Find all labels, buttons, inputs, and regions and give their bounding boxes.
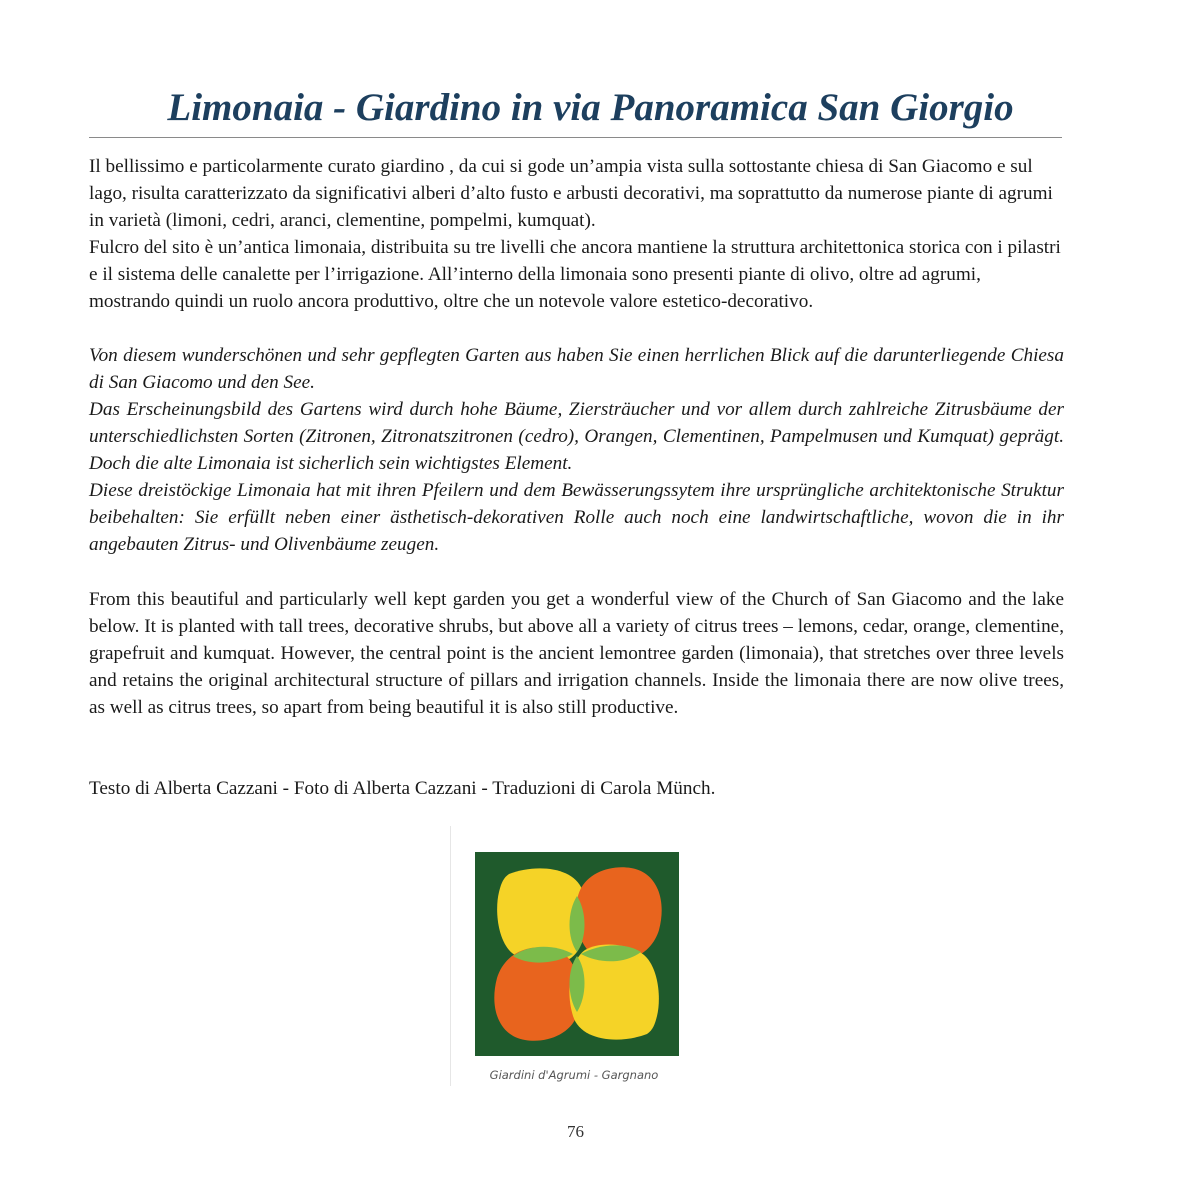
- german-paragraph-3: Diese dreistöckige Limonaia hat mit ihren Pfeilern und dem Bewässerungssytem ihre ursprüngliche architektonische Struktur beibehalten: Sie erfüllt neben einer ästhetisch-dekorativen Rolle auch noch eine landwirtschaftliche, wovon die in ihr angebauten Zitrus- und Olivenbäume zeugen.: [89, 480, 1064, 555]
- english-paragraph: From this beautiful and particularly well kept garden you get a wonderful view of the Church of San Giacomo and the lake below. It is planted with tall trees, decorative shrubs, but above all a variety of citrus trees – lemons, cedar, orange, clementine, grapefruit and kumquat. However, the central point is the ancient lemontree garden (limonaia), that stretches over three levels and retains the original architectural structure of pillars and irrigation channels. Inside the limonaia there are now olive trees, as well as citrus trees, so apart from being beautiful it is also still productive.: [89, 589, 1064, 718]
- page-title: Limonaia - Giardino in via Panoramica San Giorgio: [167, 86, 1014, 129]
- giardini-agrumi-logo: [451, 826, 697, 1086]
- logo-caption: Giardini d'Agrumi - Gargnano: [489, 1068, 659, 1082]
- credits-line: [89, 775, 1064, 802]
- citrus-logo-image: [475, 852, 679, 1056]
- italian-paragraph-1: Il bellissimo e particolarmente curato giardino , da cui si gode un’ampia vista sulla sottostante chiesa di San Giacomo e sul lago, risulta caratterizzato da significativi alberi d’alto fusto e arbusti decorativi, ma soprattutto da numerose piante di agrumi in varietà (limoni, cedri, aranci, clementine, pompelmi, kumquat).: [89, 156, 1053, 231]
- credits-text: Testo di Alberta Cazzani - Foto di Alberta Cazzani - Traduzioni di Carola Münch.: [89, 778, 716, 799]
- italian-paragraph-2: Fulcro del sito è un’antica limonaia, distribuita su tre livelli che ancora mantiene la struttura architettonica storica con i pilastri e il sistema delle canalette per l’irrigazione. All’interno della limonaia sono presenti piante di olivo, oltre ad agrumi, mostrando quindi un ruolo ancora produttivo, oltre che un notevole valore estetico-decorativo.: [89, 237, 1061, 312]
- title-divider: [89, 137, 1062, 138]
- german-paragraph-2: Das Erscheinungsbild des Gartens wird durch hohe Bäume, Ziersträucher und vor allem durch zahlreiche Zitrusbäume der unterschiedlichsten Sorten (Zitronen, Zitronatszitronen (cedro), Orangen, Clementinen, Pampelmusen und Kumquat) geprägt. Doch die alte Limonaia ist sicherlich sein wichtigstes Element.: [89, 399, 1064, 474]
- german-text: [89, 342, 1064, 558]
- page-number: 76: [567, 1122, 584, 1141]
- german-paragraph-1: Von diesem wunderschönen und sehr gepflegten Garten aus haben Sie einen herrlichen Blick auf die darunterliegende Chiesa di San Giacomo und den See.: [89, 345, 1064, 393]
- italian-text: [89, 153, 1064, 315]
- english-text: [89, 586, 1064, 721]
